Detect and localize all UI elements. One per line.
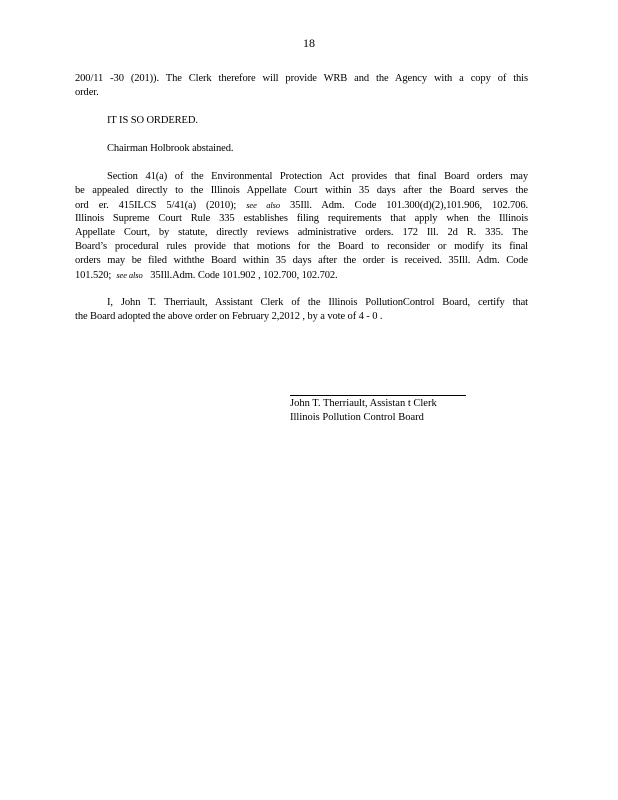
appeal-paragraph-line-7: orders may be filed withthe Board within 35 days after the order is received. 35Ill. Adm. Code [75, 255, 528, 266]
paragraph-1-line-1: 200/11 -30 (201)). The Clerk therefore will provide WRB and the Agency with a copy of this [75, 73, 528, 84]
signatory-organization: Illinois Pollution Control Board [290, 412, 424, 423]
see-also-signal-2: see also [116, 270, 143, 280]
see-also-signal: see also [246, 200, 281, 210]
appeal-paragraph-line-2: be appealed directly to the Illinois Appellate Court within 35 days after the Board serves the [75, 185, 528, 196]
citation-35ill-adm: 35Ill.Adm. Code 101.902 , 102.700, 102.702. [150, 270, 338, 281]
appeal-paragraph-line-3 [75, 199, 528, 212]
appeal-paragraph-line-4: Illinois Supreme Court Rule 335 establishes filing requirements that apply when the Illinois [75, 213, 528, 224]
appeal-paragraph-line-1: Section 41(a) of the Environmental Protection Act provides that final Board orders may [107, 171, 528, 182]
signatory-name: John T. Therriault, Assistan t Clerk [290, 398, 437, 409]
citation-101-520: 101.520; [75, 270, 112, 281]
page-number: 18 [303, 36, 315, 50]
appeal-paragraph-line-6: Board’s procedural rules provide that motions for the Board to reconsider or modify its final [75, 241, 528, 252]
signature-line [290, 395, 466, 396]
appeal-paragraph-line-8 [75, 269, 338, 282]
citation-415ilcs: ord er. 415ILCS 5/41(a) (2010); [75, 200, 237, 211]
certification-line-1: I, John T. Therriault, Assistant Clerk of the Illinois PollutionControl Board, certify that [107, 297, 528, 308]
order-statement: IT IS SO ORDERED. [107, 115, 198, 126]
abstention-statement: Chairman Holbrook abstained. [107, 143, 234, 154]
paragraph-1-line-2: order. [75, 87, 99, 98]
citation-35ill: 35Ill. Adm. Code 101.300(d)(2),101.906, 102.706. [290, 200, 528, 211]
certification-line-2: the Board adopted the above order on February 2,2012 , by a vote of 4 - 0 . [75, 311, 383, 322]
appeal-paragraph-line-5: Appellate Court, by statute, directly reviews administrative orders. 172 Ill. 2d R. 335. The [75, 227, 528, 238]
